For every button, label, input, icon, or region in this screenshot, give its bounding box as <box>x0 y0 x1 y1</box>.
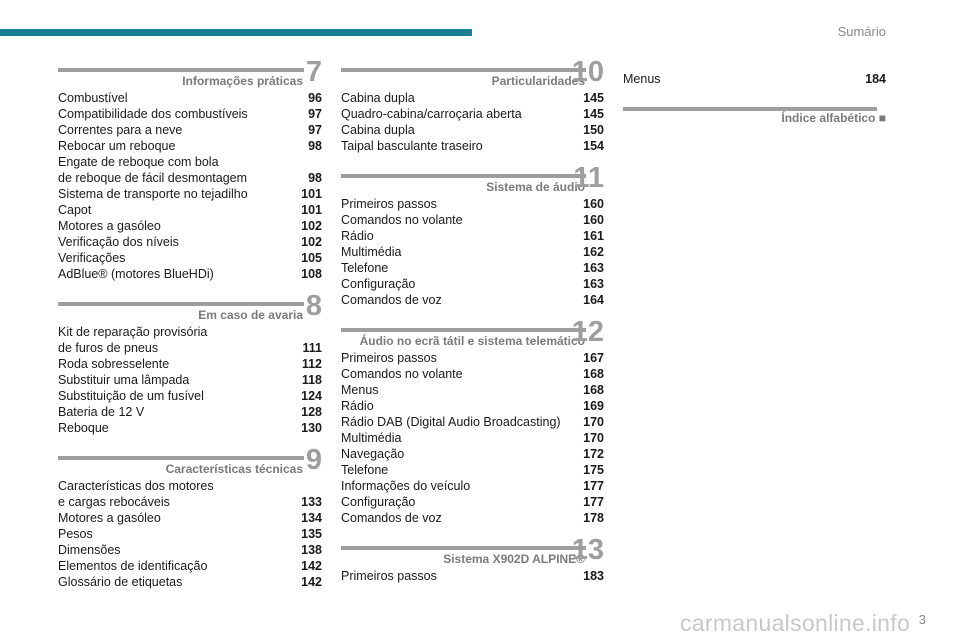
toc-entry-page: 101 <box>301 203 322 217</box>
toc-entry-label: Substituir uma lâmpada <box>58 373 190 387</box>
toc-entry-label: Capot <box>58 203 92 217</box>
toc-entry-label: Engate de reboque com bola <box>58 155 219 169</box>
toc-entry[interactable] <box>58 420 322 436</box>
toc-entry[interactable] <box>58 356 322 372</box>
toc-column-3 <box>623 62 886 129</box>
toc-entry[interactable] <box>341 260 604 276</box>
section-divider <box>341 68 586 72</box>
toc-entry[interactable] <box>341 494 604 510</box>
toc-entry-page: 142 <box>301 575 322 589</box>
toc-entry[interactable] <box>58 250 322 266</box>
toc-section <box>58 290 322 436</box>
toc-entry[interactable] <box>341 90 604 106</box>
toc-entry-page: 150 <box>583 123 604 137</box>
toc-entry[interactable] <box>58 324 322 340</box>
toc-entry[interactable] <box>58 186 322 202</box>
toc-entry-page: 160 <box>583 213 604 227</box>
toc-entry-label: Sistema de transporte no tejadilho <box>58 187 248 201</box>
toc-entry[interactable] <box>341 138 604 154</box>
toc-entry-label: Compatibilidade dos combustíveis <box>58 107 248 121</box>
toc-entry[interactable] <box>58 526 322 542</box>
toc-entry-label: Substituição de um fusível <box>58 389 204 403</box>
toc-entry[interactable] <box>341 228 604 244</box>
toc-entry-label: Rádio DAB (Digital Audio Broadcasting) <box>341 415 561 429</box>
toc-entry[interactable] <box>58 574 322 590</box>
toc-entry[interactable] <box>58 510 322 526</box>
page-header-title: Sumário <box>837 24 886 39</box>
toc-entry-page: 102 <box>301 219 322 233</box>
toc-entry-page: 101 <box>301 187 322 201</box>
toc-entry[interactable] <box>341 430 604 446</box>
toc-entry-page: 154 <box>583 139 604 153</box>
toc-entry-page: 168 <box>583 367 604 381</box>
toc-entry[interactable] <box>341 446 604 462</box>
toc-entry-label: Primeiros passos <box>341 197 437 211</box>
toc-entry[interactable] <box>341 398 604 414</box>
toc-entry-page: 177 <box>583 495 604 509</box>
toc-entry-label: Bateria de 12 V <box>58 405 145 419</box>
section-divider <box>58 302 304 306</box>
toc-entry-label: Comandos no volante <box>341 367 463 381</box>
section-divider <box>58 456 304 460</box>
toc-entry-page: 118 <box>301 373 322 387</box>
toc-entry[interactable] <box>341 366 604 382</box>
toc-entry-label: Características dos motores <box>58 479 214 493</box>
toc-entry-page: 96 <box>308 91 322 105</box>
toc-entry-label: Motores a gasóleo <box>58 219 161 233</box>
toc-entry-page: 112 <box>301 357 322 371</box>
toc-entry-label: Rebocar um reboque <box>58 139 176 153</box>
toc-entry[interactable] <box>58 218 322 234</box>
toc-entry-page: 98 <box>308 139 322 153</box>
section-header[interactable] <box>58 56 322 90</box>
toc-entry-label: Kit de reparação provisória <box>58 325 208 339</box>
section-number: 9 <box>305 444 322 476</box>
section-title: Sistema de áudio <box>486 180 585 194</box>
toc-entry-page: 135 <box>301 527 322 541</box>
section-number: 11 <box>573 162 604 194</box>
section-title: Áudio no ecrã tátil e sistema telemático <box>359 334 585 348</box>
toc-entry-label: Verificações <box>58 251 126 265</box>
toc-entry[interactable] <box>58 106 322 122</box>
section-number: 10 <box>571 56 604 88</box>
toc-entry-label: Elementos de identificação <box>58 559 208 573</box>
toc-entry-label: Menus <box>341 383 379 397</box>
toc-entry-page: 169 <box>583 399 604 413</box>
toc-entry-page: 164 <box>583 293 604 307</box>
toc-entry-label: Correntes para a neve <box>58 123 183 137</box>
section-header[interactable] <box>58 290 322 324</box>
section-header[interactable] <box>341 316 604 350</box>
section-title: Sistema X902D ALPINE® <box>443 552 585 566</box>
toc-entry-label: Comandos de voz <box>341 293 442 307</box>
toc-entry-label: Rádio <box>341 399 374 413</box>
toc-entry[interactable] <box>58 542 322 558</box>
toc-entry-menus[interactable] <box>623 71 886 87</box>
toc-entry[interactable] <box>341 350 604 366</box>
toc-entry-page: 98 <box>308 171 322 185</box>
section-header[interactable] <box>58 444 322 478</box>
toc-entry-page: 145 <box>583 91 604 105</box>
toc-entry-page: 170 <box>583 431 604 445</box>
toc-column-2 <box>341 56 604 598</box>
toc-entry-page: 124 <box>301 389 322 403</box>
section-divider <box>341 328 586 332</box>
toc-entry-label: Navegação <box>341 447 405 461</box>
toc-entry-page: 161 <box>583 229 604 243</box>
toc-entry[interactable] <box>341 414 604 430</box>
toc-entry-page: 134 <box>301 511 322 525</box>
toc-entry-label: Reboque <box>58 421 109 435</box>
toc-entry-page: 128 <box>301 405 322 419</box>
toc-entry[interactable] <box>341 212 604 228</box>
toc-entry-label: Dimensões <box>58 543 121 557</box>
toc-entry-page: 133 <box>301 495 322 509</box>
toc-entry[interactable] <box>58 340 322 356</box>
section-title: Características técnicas <box>165 462 303 476</box>
toc-entry-label: Quadro-cabina/carroçaria aberta <box>341 107 522 121</box>
section-divider <box>341 174 586 178</box>
toc-entry[interactable] <box>58 90 322 106</box>
toc-entry-page: 163 <box>583 277 604 291</box>
section-header[interactable] <box>341 162 604 196</box>
toc-entry-label: Verificação dos níveis <box>58 235 179 249</box>
toc-entry-label: de reboque de fácil desmontagem <box>58 171 248 185</box>
toc-entry[interactable] <box>341 196 604 212</box>
toc-section <box>341 162 604 308</box>
toc-entry-page: 145 <box>583 107 604 121</box>
toc-entry-page: 178 <box>583 511 604 525</box>
toc-entry-page: 183 <box>583 569 604 583</box>
toc-entry[interactable] <box>341 276 604 292</box>
toc-entry[interactable] <box>341 292 604 308</box>
toc-entry[interactable] <box>341 478 604 494</box>
toc-entry-page: 102 <box>301 235 322 249</box>
toc-column-1 <box>58 56 322 604</box>
toc-entry[interactable] <box>58 154 322 170</box>
watermark: carmanualsonline.info <box>680 610 911 636</box>
section-number: 13 <box>571 534 604 566</box>
toc-section <box>58 56 322 282</box>
toc-section <box>341 534 604 584</box>
toc-entry-page: 111 <box>302 341 322 355</box>
toc-entry[interactable] <box>58 404 322 420</box>
toc-entry[interactable] <box>341 382 604 398</box>
toc-entry-label: AdBlue® (motores BlueHDi) <box>58 267 214 281</box>
toc-entry[interactable] <box>58 558 322 574</box>
toc-entry-label: Multimédia <box>341 431 402 445</box>
toc-entry-page: 175 <box>583 463 604 477</box>
toc-entry-page: 138 <box>301 543 322 557</box>
toc-entry[interactable] <box>58 388 322 404</box>
section-number: 7 <box>305 56 322 88</box>
toc-entry-label: Primeiros passos <box>341 351 437 365</box>
toc-entry[interactable] <box>58 266 322 282</box>
toc-entry-page: 108 <box>301 267 322 281</box>
toc-entry-page: 172 <box>583 447 604 461</box>
section-number: 8 <box>305 290 322 322</box>
toc-section <box>341 56 604 154</box>
toc-entry-page: 168 <box>583 383 604 397</box>
toc-entry[interactable] <box>58 478 322 494</box>
toc-section <box>341 316 604 526</box>
toc-entry-label: Configuração <box>341 495 416 509</box>
page-number: 3 <box>918 612 926 627</box>
toc-entry[interactable] <box>58 138 322 154</box>
section-title: Particularidades <box>491 74 585 88</box>
toc-entry[interactable] <box>341 122 604 138</box>
toc-entry-page: 97 <box>308 107 322 121</box>
toc-entry-page: 184 <box>865 72 886 86</box>
toc-entry[interactable] <box>58 202 322 218</box>
toc-entry[interactable] <box>58 372 322 388</box>
toc-entry[interactable] <box>58 494 322 510</box>
toc-entry-page: 142 <box>301 559 322 573</box>
toc-entry-label: Rádio <box>341 229 374 243</box>
toc-entry-page: 160 <box>583 197 604 211</box>
toc-entry[interactable] <box>58 122 322 138</box>
toc-entry[interactable] <box>341 462 604 478</box>
toc-entry-label: Telefone <box>341 463 389 477</box>
toc-entry-label: Menus <box>623 72 661 86</box>
toc-entry-label: Multimédia <box>341 245 402 259</box>
toc-entry-label: Cabina dupla <box>341 123 415 137</box>
section-header[interactable] <box>341 56 604 90</box>
toc-entry-page: 170 <box>583 415 604 429</box>
header-accent-bar <box>0 29 472 36</box>
toc-entry[interactable] <box>58 234 322 250</box>
section-number: 12 <box>571 316 604 348</box>
toc-entry[interactable] <box>341 568 604 584</box>
toc-entry-label: Primeiros passos <box>341 569 437 583</box>
toc-entry-label: Comandos de voz <box>341 511 442 525</box>
toc-entry-label: Informações do veículo <box>341 479 471 493</box>
toc-entry-label: Comandos no volante <box>341 213 463 227</box>
toc-entry-label: de furos de pneus <box>58 341 159 355</box>
toc-entry-page: 163 <box>583 261 604 275</box>
toc-entry-label: Telefone <box>341 261 389 275</box>
toc-entry[interactable] <box>58 170 322 186</box>
index-title: Índice alfabético ■ <box>781 111 886 125</box>
toc-entry-label: Motores a gasóleo <box>58 511 161 525</box>
toc-entry-label: Taipal basculante traseiro <box>341 139 483 153</box>
toc-entry-page: 167 <box>583 351 604 365</box>
index-section-header[interactable] <box>623 101 886 129</box>
section-title: Em caso de avaria <box>198 308 303 322</box>
section-divider <box>58 68 304 72</box>
section-title: Informações práticas <box>182 74 303 88</box>
section-divider <box>341 546 586 550</box>
toc-section <box>58 444 322 590</box>
toc-entry-page: 130 <box>301 421 322 435</box>
toc-entry-label: Roda sobresselente <box>58 357 170 371</box>
toc-entry[interactable] <box>341 510 604 526</box>
toc-entry-label: Configuração <box>341 277 416 291</box>
toc-entry-label: Cabina dupla <box>341 91 415 105</box>
toc-entry-page: 97 <box>308 123 322 137</box>
toc-entry-page: 162 <box>583 245 604 259</box>
section-header[interactable] <box>341 534 604 568</box>
toc-entry-label: Glossário de etiquetas <box>58 575 183 589</box>
toc-entry[interactable] <box>341 106 604 122</box>
toc-entry-page: 105 <box>301 251 322 265</box>
toc-entry[interactable] <box>341 244 604 260</box>
toc-entry-label: Pesos <box>58 527 93 541</box>
toc-entry-page: 177 <box>583 479 604 493</box>
toc-entry-label: e cargas rebocáveis <box>58 495 170 509</box>
toc-entry-label: Combustível <box>58 91 128 105</box>
